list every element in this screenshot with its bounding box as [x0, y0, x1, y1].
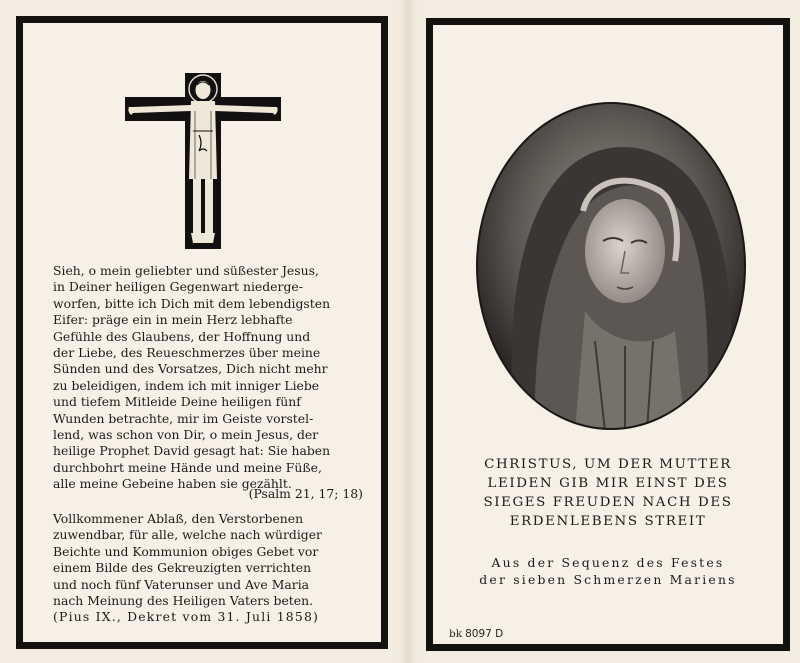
- prayer-line: lend, was schon von Dir, o mein Jesus, der: [53, 427, 319, 443]
- hymn-source: [447, 555, 769, 588]
- hymn-line: ERDENLEBENS STREIT: [509, 514, 707, 529]
- card-fold: [398, 0, 418, 663]
- prayer-text: [53, 263, 363, 493]
- prayer-line: heilige Prophet David gesagt hat: Sie haben: [53, 443, 331, 459]
- hymn-line: SIEGES FREUDEN NACH DES: [483, 495, 733, 510]
- prayer-line: Eifer: präge ein in mein Herz lebhafte: [53, 312, 293, 328]
- prayer-line: Sieh, o mein geliebter und süßester Jesus,: [53, 263, 319, 278]
- publisher-code: [449, 628, 503, 640]
- prayer-line: worfen, bitte ich Dich mit dem lebendigsten: [53, 295, 331, 311]
- source-line: Aus der Sequenz des Festes: [491, 555, 725, 570]
- right-panel: [426, 18, 790, 651]
- indulgence-line: Beichte und Kommunion obiges Gebet vor: [53, 543, 319, 559]
- prayer-line: zu beleidigen, indem ich mit inniger Liebe: [53, 377, 320, 393]
- prayer-line: Sünden und des Vorsatzes, Dich nicht mehr: [53, 361, 328, 377]
- psalm-citation: (Psalm 21, 17; 18): [248, 486, 363, 501]
- decree-citation: (Pius IX., Dekret vom 31. Juli 1858): [53, 609, 320, 624]
- hymn-line: LEIDEN GIB MIR EINST DES: [487, 476, 729, 491]
- indulgence-line: nach Meinung des Heiligen Vaters beten.: [53, 593, 314, 609]
- indulgence-line: und noch fünf Vaterunser und Ave Maria: [53, 576, 310, 592]
- indulgence-line: einem Bilde des Gekreuzigten verrichten: [53, 560, 312, 576]
- indulgence-line: Vollkommener Ablaß, den Verstorbenen: [53, 511, 304, 526]
- publisher-mark: bk: [449, 628, 463, 640]
- crucifix-icon: [123, 71, 283, 251]
- prayer-line: alle meine Gebeine haben sie gezählt.: [53, 476, 292, 492]
- hymn-verse: [447, 455, 769, 531]
- source-line: der sieben Schmerzen Mariens: [479, 571, 737, 587]
- left-panel: [16, 16, 388, 649]
- prayer-line: Wunden betrachte, mir im Geiste vorstel-: [53, 410, 314, 426]
- publisher-number: 8097 D: [465, 628, 504, 640]
- prayer-line: und tiefem Mitleide Deine heiligen fünf: [53, 394, 301, 410]
- indulgence-line: zuwendbar, für alle, welche nach würdiger: [53, 527, 322, 543]
- madonna-portrait-icon: [475, 101, 747, 431]
- prayer-line: durchbohrt meine Hände und meine Füße,: [53, 459, 322, 475]
- prayer-line: Gefühle des Glaubens, der Hoffnung und: [53, 328, 311, 344]
- hymn-line: CHRISTUS, UM DER MUTTER: [484, 457, 732, 472]
- indulgence-text: [53, 511, 363, 609]
- prayer-line: der Liebe, des Reueschmerzes über meine: [53, 345, 321, 361]
- prayer-line: in Deiner heiligen Gegenwart niederge-: [53, 279, 303, 295]
